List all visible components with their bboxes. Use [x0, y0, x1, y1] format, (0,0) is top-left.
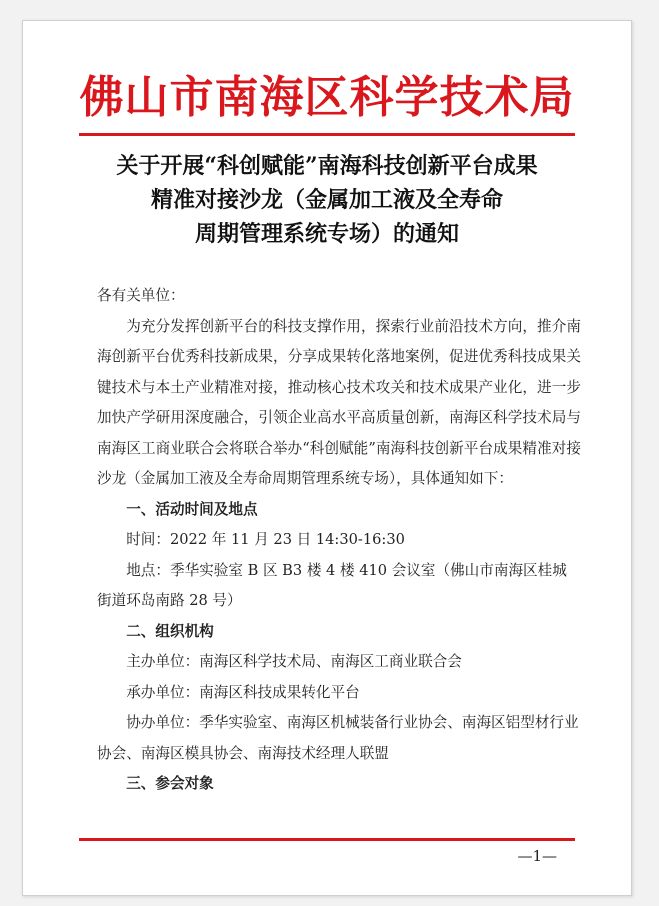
section-3-heading: 三、参会对象: [126, 775, 214, 792]
organizer: 主办单位：南海区科学技术局、南海区工商业联合会: [126, 653, 462, 670]
notice-title: [23, 149, 631, 251]
footer-red-divider: [79, 838, 575, 841]
title-line-3: 周期管理系统专场）的通知: [194, 221, 459, 247]
title-line-2: 精准对接沙龙（金属加工液及全寿命: [150, 187, 503, 213]
title-line-1: 关于开展“科创赋能”南海科技创新平台成果: [116, 153, 538, 179]
section-2-heading: 二、组织机构: [126, 622, 214, 640]
section-1-heading: 一、活动时间及地点: [126, 500, 258, 518]
undertaker: 承办单位：南海区科技成果转化平台: [126, 683, 360, 701]
salutation: 各有关单位：: [97, 287, 185, 304]
page-number: —1—: [517, 847, 557, 865]
issuing-agency-header: 佛山市南海区科学技术局: [79, 72, 575, 123]
co-organizer: 协办单位：季华实验室、南海区机械装备行业协会、南海区铝型材行业协会、南海区模具协会、南海技术经理人联盟: [97, 714, 579, 762]
header-red-divider: [79, 133, 575, 136]
intro-paragraph: 为充分发挥创新平台的科技支撑作用，探索行业前沿技术方向，推介南海创新平台优秀科技新成果，分享成果转化落地案例，促进优秀科技成果关键技术与本土产业精准对接，推动核心技术攻关和技术成果产业化，进一步加快产学研用深度融合，引领企业高水平高质量创新，南海区科学技术局与南海区工商业联合会将联合举办“科创赋能”南海科技创新平台成果精准对接沙龙（金属加工液及全寿命周期管理系统专场），具体通知如下：: [97, 317, 581, 487]
event-time: 时间：2022 年 11 月 23 日 14:30-16:30: [126, 531, 405, 548]
notice-body: [97, 281, 581, 800]
document-page: [22, 20, 632, 896]
event-location: 地点：季华实验室 B 区 B3 楼 4 楼 410 会议室（佛山市南海区桂城街道环岛南路 28 号）: [97, 561, 567, 609]
